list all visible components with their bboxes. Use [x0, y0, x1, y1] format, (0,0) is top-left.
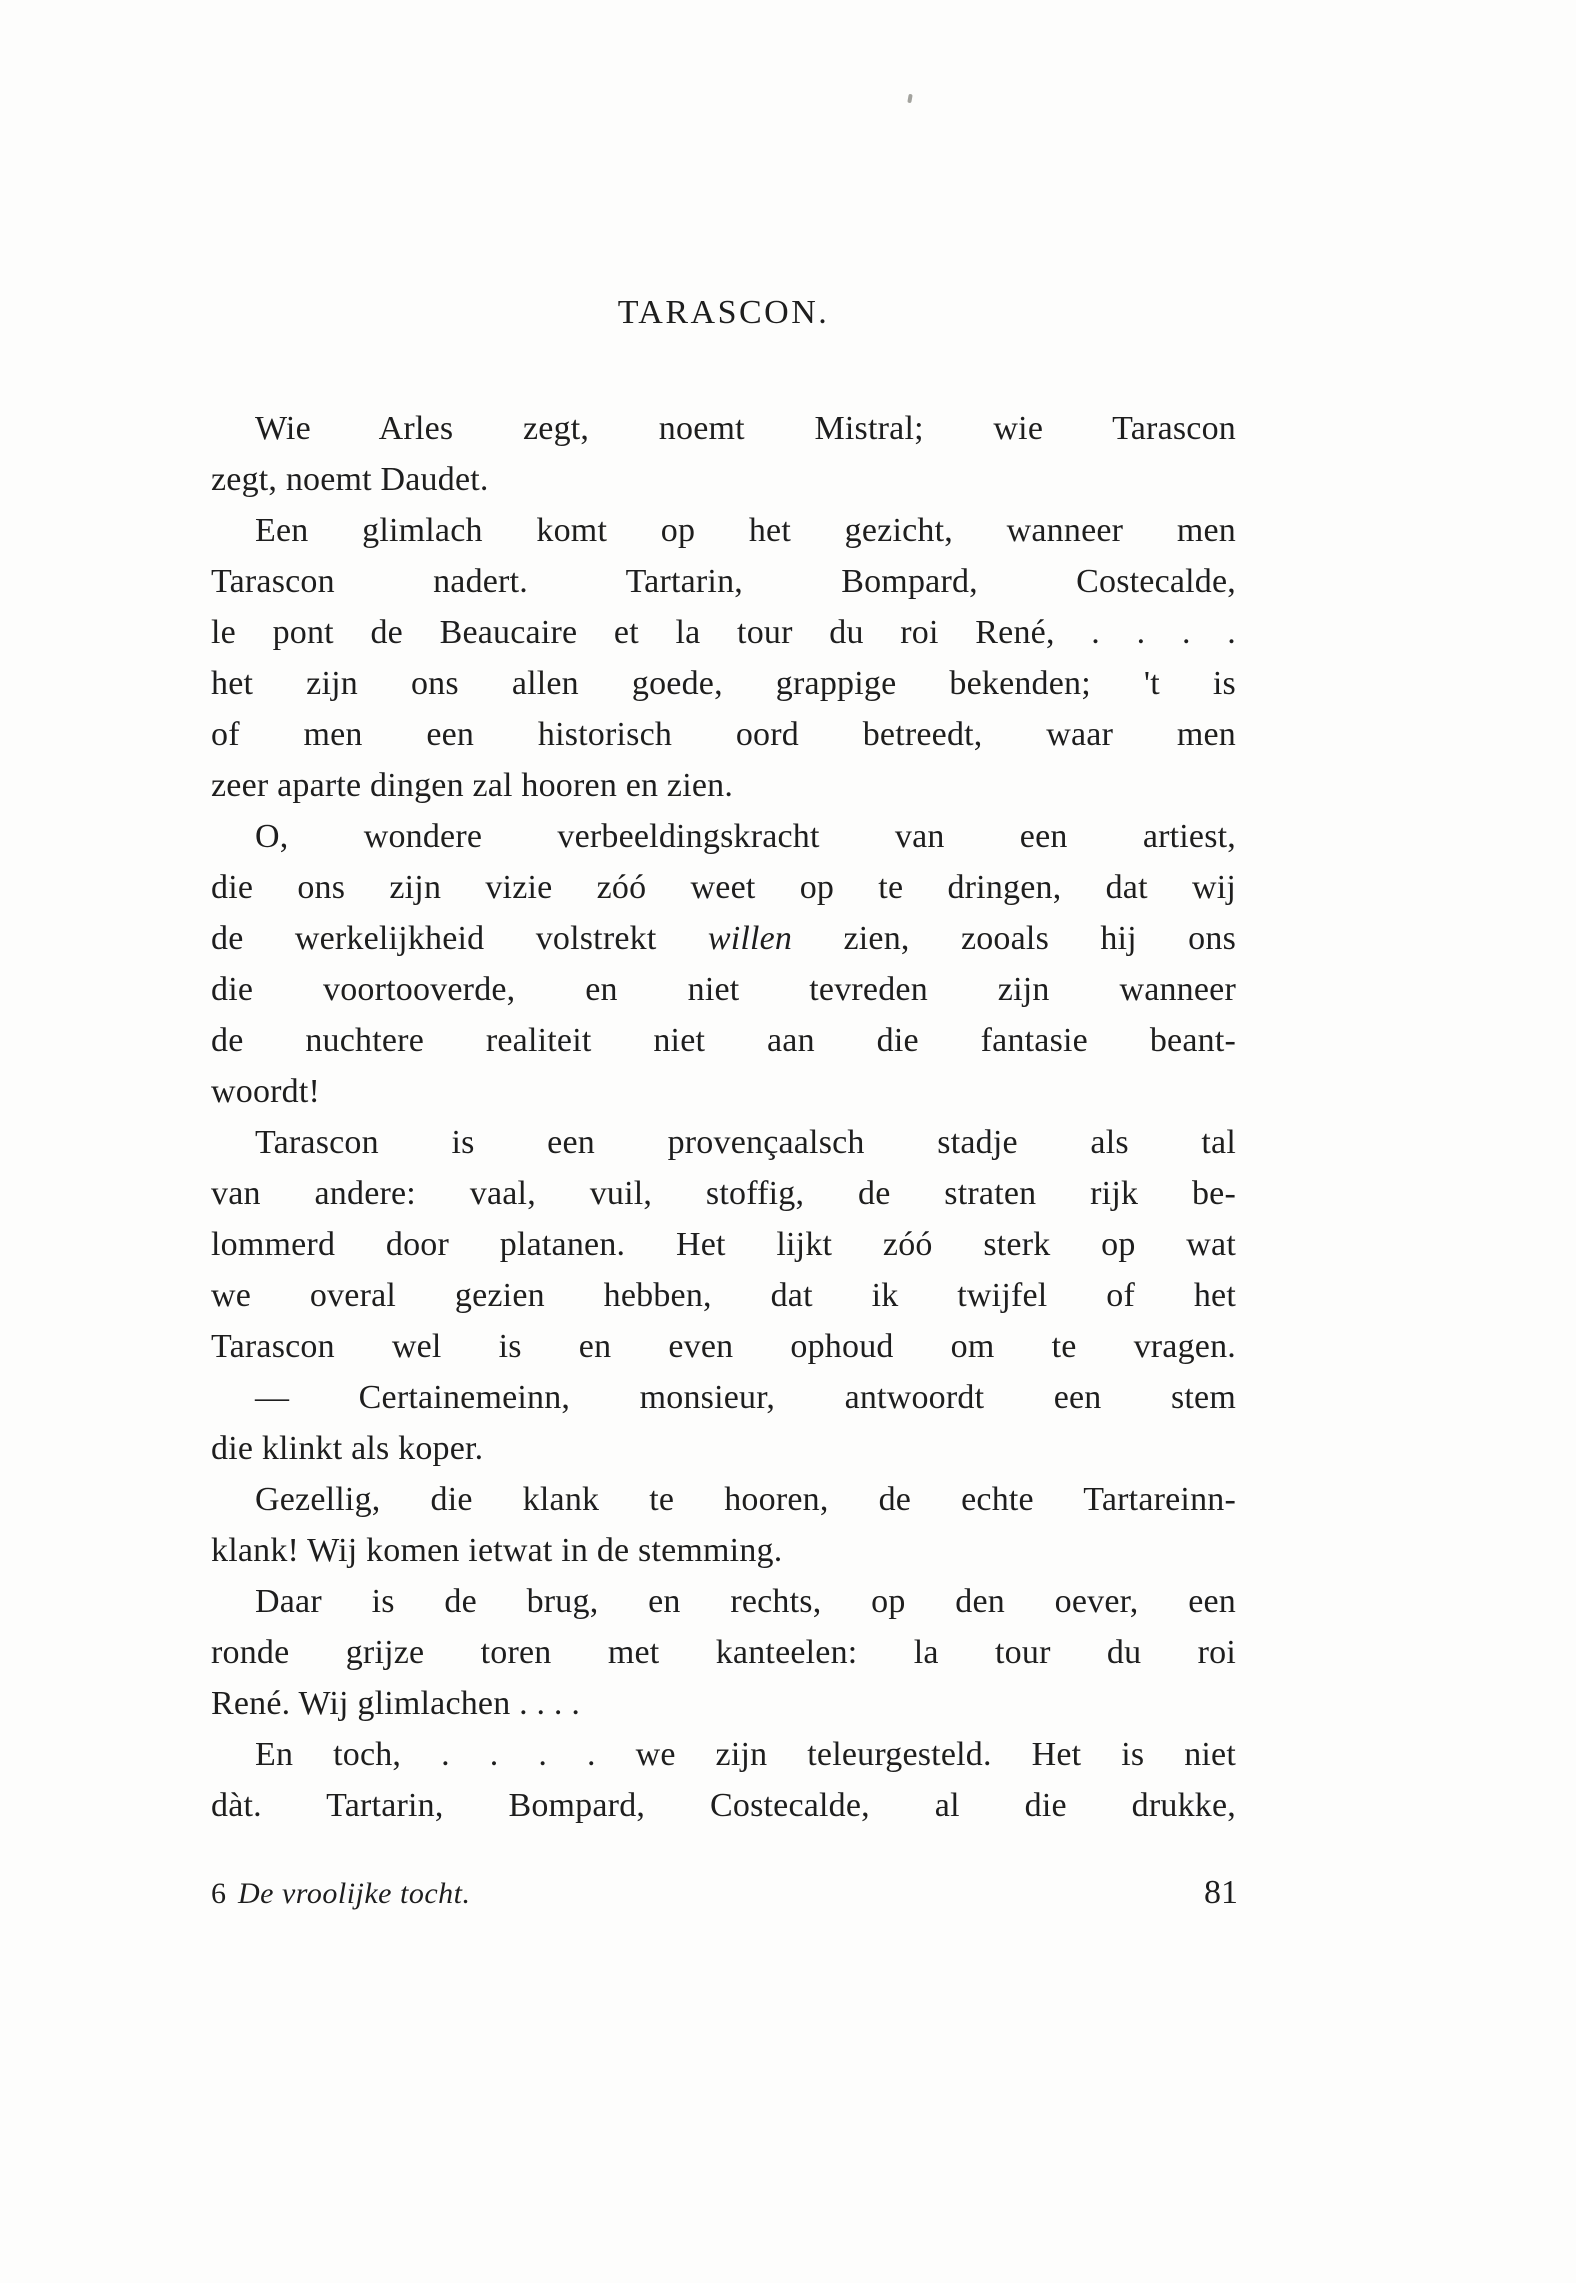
paragraph: [211, 505, 1236, 811]
paragraph: [211, 811, 1236, 1117]
text-line: klank! Wij komen ietwat in de stemming.: [211, 1532, 783, 1569]
chapter-title: TARASCON.: [617, 294, 830, 331]
page-footer: [211, 1874, 1238, 1912]
paragraph: [211, 403, 1236, 505]
text-line: het zijn ons allen goede, grappige bekenden; 't is: [211, 665, 1236, 702]
text-line: Tarascon nadert. Tartarin, Bompard, Costecalde,: [211, 563, 1236, 600]
text-line: Een glimlach komt op het gezicht, wanneer men: [255, 512, 1236, 549]
text-line: zeer aparte dingen zal hooren en zien.: [211, 767, 734, 804]
text-line: Tarascon is een provençaalsch stadje als tal: [255, 1124, 1236, 1161]
running-footer: [211, 1877, 470, 1911]
text-line: lommerd door platanen. Het lijkt zóó sterk op wat: [211, 1226, 1236, 1263]
text-line: Wie Arles zegt, noemt Mistral; wie Tarascon: [255, 410, 1236, 447]
book-title: De vroolijke tocht.: [238, 1877, 471, 1910]
text-line: we overal gezien hebben, dat ik twijfel of het: [211, 1277, 1236, 1314]
text-line: dàt. Tartarin, Bompard, Costecalde, al die drukke,: [211, 1787, 1236, 1824]
text-line: die ons zijn vizie zóó weet op te dringen, dat wij: [211, 869, 1236, 906]
text-line: O, wondere verbeeldingskracht van een artiest,: [255, 818, 1236, 855]
paragraph: [211, 1372, 1236, 1474]
text-line: René. Wij glimlachen . . . .: [211, 1685, 581, 1722]
text-line: zegt, noemt Daudet.: [211, 461, 489, 498]
page-text: [211, 403, 1236, 1831]
text-line: die voortooverde, en niet tevreden zijn wanneer: [211, 971, 1236, 1008]
text-line: of men een historisch oord betreedt, waar men: [211, 716, 1236, 753]
text-line: le pont de Beaucaire et la tour du roi René, . . . .: [211, 614, 1236, 651]
text-line: woordt!: [211, 1073, 321, 1110]
text-line: Daar is de brug, en rechts, op den oever, een: [255, 1583, 1236, 1620]
text-line: die klinkt als koper.: [211, 1430, 484, 1467]
signature-number: 6: [211, 1877, 226, 1910]
paragraph: [211, 1729, 1236, 1831]
text-line: Gezellig, die klank te hooren, de echte Tartareinn-: [255, 1481, 1236, 1518]
scan-speck: [907, 94, 913, 104]
text-line: ronde grijze toren met kanteelen: la tour du roi: [211, 1634, 1236, 1671]
paragraph: [211, 1474, 1236, 1576]
text-line: Tarascon wel is en even ophoud om te vragen.: [211, 1328, 1236, 1365]
paragraph: [211, 1576, 1236, 1729]
text-line: van andere: vaal, vuil, stoffig, de straten rijk be-: [211, 1175, 1236, 1212]
text-line: de nuchtere realiteit niet aan die fantasie beant-: [211, 1022, 1236, 1059]
page-number: 81: [1204, 1874, 1238, 1911]
paragraph: [211, 1117, 1236, 1372]
text-line: En toch, . . . . we zijn teleurgesteld. Het is niet: [255, 1736, 1236, 1773]
text-line: de werkelijkheid volstrekt willen zien, zooals hij ons: [211, 920, 1236, 957]
text-line: — Certainemeinn, monsieur, antwoordt een stem: [255, 1379, 1236, 1416]
